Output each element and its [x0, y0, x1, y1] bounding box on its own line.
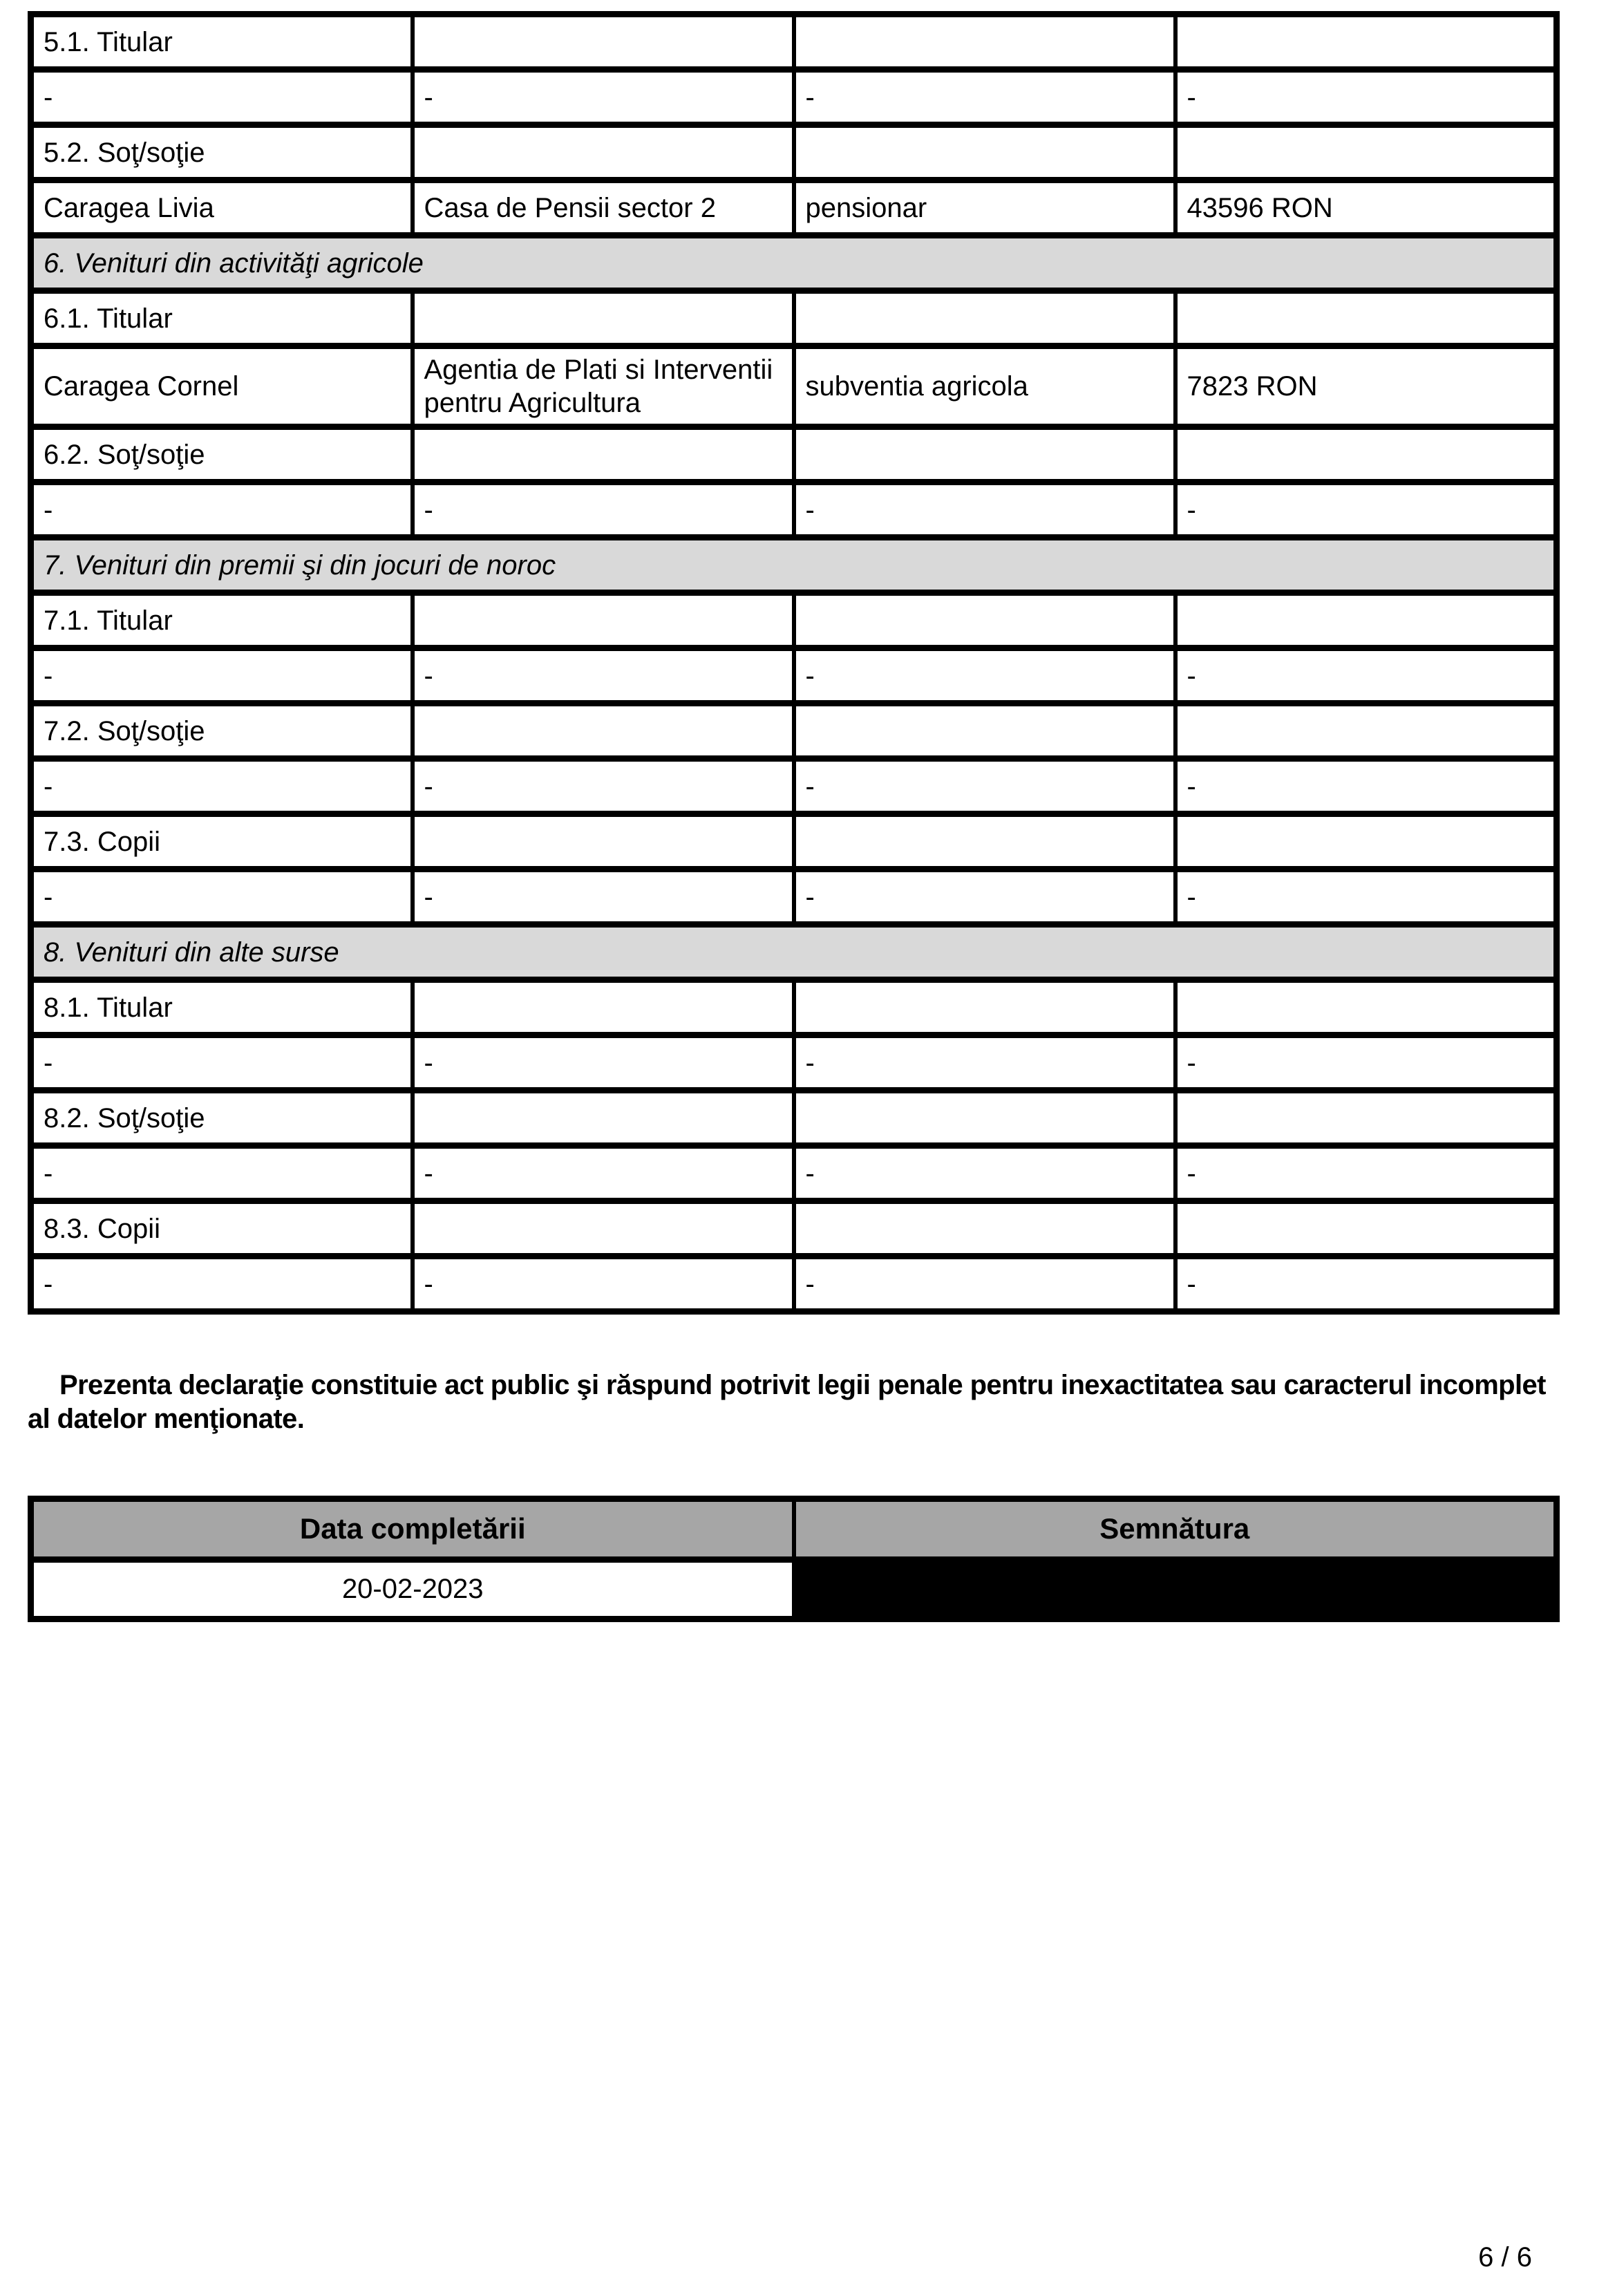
table-cell: -: [794, 482, 1175, 538]
income-data-row: [31, 648, 1557, 704]
table-cell: [794, 704, 1175, 759]
income-data-row: [31, 482, 1557, 538]
table-cell: 6.1. Titular: [31, 291, 413, 346]
table-cell: -: [1175, 869, 1557, 925]
table-cell: -: [1175, 759, 1557, 814]
table-cell: 8.3. Copii: [31, 1201, 413, 1257]
table-cell: -: [794, 759, 1175, 814]
table-cell: -: [413, 482, 794, 538]
category-label-row: [31, 980, 1557, 1035]
table-cell: Casa de Pensii sector 2: [413, 180, 794, 236]
table-cell: -: [1175, 648, 1557, 704]
income-data-row: [31, 759, 1557, 814]
table-cell: [794, 980, 1175, 1035]
table-cell: 7.1. Titular: [31, 593, 413, 648]
table-cell: [794, 125, 1175, 180]
table-cell: pensionar: [794, 180, 1175, 236]
income-data-row: [31, 869, 1557, 925]
table-cell: [413, 1201, 794, 1257]
table-cell: [794, 1091, 1175, 1146]
income-data-row: [31, 180, 1557, 236]
table-cell: -: [31, 1035, 413, 1091]
table-cell: -: [413, 869, 794, 925]
section-header-row: [31, 925, 1557, 980]
signature-redacted-box: [794, 1559, 1557, 1619]
table-cell: [794, 1201, 1175, 1257]
table-cell: [794, 814, 1175, 869]
table-cell: 7.3. Copii: [31, 814, 413, 869]
section-header-cell: 7. Venituri din premii şi din jocuri de noroc: [31, 538, 1557, 593]
table-cell: 5.1. Titular: [31, 15, 413, 70]
table-cell: 43596 RON: [1175, 180, 1557, 236]
category-label-row: [31, 814, 1557, 869]
table-cell: [1175, 980, 1557, 1035]
table-cell: -: [31, 648, 413, 704]
page-indicator: 6 / 6: [1478, 2242, 1532, 2273]
table-cell: [1175, 125, 1557, 180]
income-data-row: [31, 1257, 1557, 1312]
table-cell: Caragea Cornel: [31, 346, 413, 427]
table-cell: -: [31, 759, 413, 814]
table-cell: [1175, 15, 1557, 70]
table-cell: -: [31, 1146, 413, 1201]
table-cell: Agentia de Plati si Interventii pentru Agricultura: [413, 346, 794, 427]
table-cell: -: [794, 648, 1175, 704]
table-cell: -: [794, 1146, 1175, 1201]
category-label-row: [31, 427, 1557, 482]
income-data-row: [31, 1035, 1557, 1091]
section-header-row: [31, 236, 1557, 291]
table-cell: [413, 704, 794, 759]
category-label-row: [31, 593, 1557, 648]
table-cell: [1175, 1201, 1557, 1257]
table-cell: -: [1175, 70, 1557, 125]
table-cell: -: [1175, 1035, 1557, 1091]
table-cell: -: [794, 1035, 1175, 1091]
table-cell: 7823 RON: [1175, 346, 1557, 427]
income-table-body: [31, 15, 1557, 1312]
table-cell: [413, 125, 794, 180]
table-cell: [413, 980, 794, 1035]
category-label-row: [31, 15, 1557, 70]
table-cell: -: [31, 482, 413, 538]
table-cell: -: [31, 70, 413, 125]
table-cell: -: [794, 70, 1175, 125]
disclaimer-paragraph: Prezenta declaraţie constituie act public şi răspund potrivit legii penale pentru inexactitatea sau caracterul incomplet al datelor menţionate.: [28, 1370, 1546, 1434]
table-cell: [794, 593, 1175, 648]
signature-table-header-row: [31, 1498, 1557, 1559]
category-label-row: [31, 704, 1557, 759]
table-cell: [413, 15, 794, 70]
table-cell: [794, 291, 1175, 346]
table-cell: -: [413, 759, 794, 814]
table-cell: -: [413, 648, 794, 704]
completion-date-value: 20-02-2023: [31, 1559, 794, 1619]
table-cell: subventia agricola: [794, 346, 1175, 427]
section-header-cell: 6. Venituri din activităţi agricole: [31, 236, 1557, 291]
income-table: [28, 11, 1560, 1315]
table-cell: 6.2. Soţ/soţie: [31, 427, 413, 482]
table-cell: 8.2. Soţ/soţie: [31, 1091, 413, 1146]
table-cell: [1175, 1091, 1557, 1146]
section-header-cell: 8. Venituri din alte surse: [31, 925, 1557, 980]
table-cell: -: [413, 1257, 794, 1312]
signature-table-value-row: [31, 1559, 1557, 1619]
table-cell: -: [31, 1257, 413, 1312]
category-label-row: [31, 1091, 1557, 1146]
table-cell: -: [413, 1035, 794, 1091]
table-cell: -: [794, 869, 1175, 925]
table-cell: [413, 593, 794, 648]
category-label-row: [31, 125, 1557, 180]
table-cell: [1175, 593, 1557, 648]
table-cell: [413, 427, 794, 482]
income-data-row: [31, 1146, 1557, 1201]
table-cell: -: [31, 869, 413, 925]
category-label-row: [31, 291, 1557, 346]
table-cell: -: [1175, 1257, 1557, 1312]
table-cell: [794, 427, 1175, 482]
table-cell: -: [1175, 482, 1557, 538]
income-data-row: [31, 70, 1557, 125]
table-cell: [413, 814, 794, 869]
income-data-row: [31, 346, 1557, 427]
table-cell: [413, 291, 794, 346]
table-cell: -: [794, 1257, 1175, 1312]
table-cell: [413, 1091, 794, 1146]
table-cell: -: [1175, 1146, 1557, 1201]
table-cell: 7.2. Soţ/soţie: [31, 704, 413, 759]
section-header-row: [31, 538, 1557, 593]
table-cell: [1175, 814, 1557, 869]
table-cell: -: [413, 1146, 794, 1201]
table-cell: 5.2. Soţ/soţie: [31, 125, 413, 180]
signature-table: [28, 1496, 1560, 1622]
category-label-row: [31, 1201, 1557, 1257]
table-cell: Caragea Livia: [31, 180, 413, 236]
table-cell: [1175, 704, 1557, 759]
table-cell: 8.1. Titular: [31, 980, 413, 1035]
table-cell: [794, 15, 1175, 70]
signature-header: Semnătura: [794, 1498, 1557, 1559]
table-cell: [1175, 427, 1557, 482]
table-cell: -: [413, 70, 794, 125]
table-cell: [1175, 291, 1557, 346]
completion-date-header: Data completării: [31, 1498, 794, 1559]
